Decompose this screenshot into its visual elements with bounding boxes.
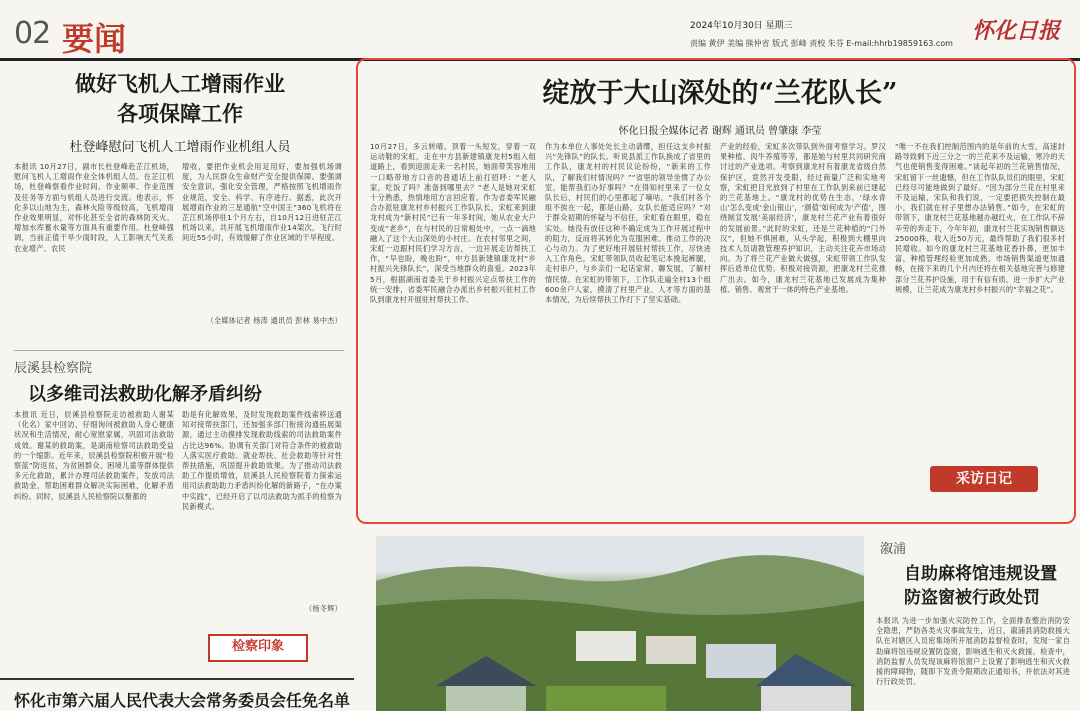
feature-column-1: 10月27日，多云转晴。顶着一头短发，穿着一双运动鞋的宋虹，走在中方县新建镇康龙村5组入组道路上，看到迎面走来一名村民，她面带笑容地用一口略带地方口音的普通话上前打招呼：“老人家，吃饭了吗？准备到哪里去？”老人是她对宋虹十分熟悉，热情地用方言回应着。作为省委军民融合办派驻康龙村乡村振兴工作队队长，宋虹来到康龙村成为“新村民”已有一年多时间，她从农业大户变成“老乡”，在与村民的日常相处中，一点一滴地融入了这个大山深处的小村庄。在农村邻里之间，宋虹一边跟村民们学习方言，一边开展走访帮扶工作，“早也盼，晚也盼”，中方县新建镇康龙村“乡村振兴先锋队长”，深受当地群众的喜爱。2023年5月，根据湖南省委关于乡村振兴定点帮扶工作的统一安排，省委军民融合办派出乡村振兴驻村工作队到康龙村开展驻村帮扶工作。 — [370, 142, 536, 305]
column-stamp: 检察印象 — [208, 634, 308, 662]
article-byline: （杨冬辉） — [305, 604, 342, 613]
location-label: 溆浦 — [880, 542, 907, 557]
article-column-2: 增收，要把作业机会用足用好，要加强机场调度，为人民群众生命财产安全提供保障。要强调安全意识，强化安全管理，严格按照飞机增雨作业规范，安全、科学、有序进行。据悉，此次开展增雨作业的三星通航“空中国王”360飞机将在芷江机场停驻1个月左右，自10月12日进驻芷江机场以来，共开展飞机增雨作业14架次，飞行时间近55小时，有效缓解了作业区域的干旱程度。 — [182, 162, 342, 243]
section-title: 要闻 — [62, 20, 127, 58]
page-number: 02 — [14, 16, 51, 51]
date-line: 2024年10月30日 星期三 — [690, 21, 793, 31]
newspaper-logo: 怀化日报 — [972, 18, 1061, 44]
feature-headline: 绽放于大山深处的“兰花队长” — [542, 78, 898, 109]
feature-stamp: 采访日记 — [930, 466, 1038, 492]
footer-headline: 怀化市第六届人民代表大会常务委员会任免名单 — [14, 691, 351, 710]
feature-byline: 怀化日报全媒体记者 谢辉 通讯员 曾肇康 李莹 — [618, 126, 822, 137]
article-headline-line1: 自助麻将馆违规设置 — [904, 564, 1057, 584]
divider — [0, 678, 354, 680]
village-photo-graphic — [376, 536, 864, 711]
article-headline-line1: 做好飞机人工增雨作业 — [75, 71, 285, 96]
article-headline-line2: 各项保障工作 — [117, 101, 243, 126]
article-body: 本报讯 为进一步加强火灾防控工作，全面排查整治消防安全隐患，严防各类火灾事故发生，近日，溆浦县消防救援大队在对辖区人员密集场所开展消防监督检查时，发现一家自助麻将馆违规设置防盗窗，影响逃生和灭火救援，检查中，消防监督人员发现该麻将馆窗户上设置了影响逃生和灭火救援的障碍物，随即下发责令限期改正通知书，并依法对其进行行政处罚。 — [876, 616, 1070, 687]
dept-label: 辰溪县检察院 — [14, 361, 93, 376]
article-headline-line2: 防盗窗被行政处罚 — [904, 588, 1040, 608]
feature-column-3: 产业的经验，宋虹多次带队到外面考察学习。罗汉果种植、肉牛养殖等等，都是她与村里共同研究商讨过的产业选项。考察到康龙村有着康龙省级自然保护区，竟然开发受限，经过商量广泛和实地考察，宋虹把目光放到了村里在工作队到来前已建起的兰花基地上。“康龙村的优势在生态，‘绿水青山’怎么变成‘金山银山’，‘颜值’如何成为‘产值’，围绕制宣发展‘美丽经济’，康龙村兰花产业有着很好的发展前景。”此时的宋虹，还是兰花种植的“门外汉”，但她不惧困难，从头学起，积极到大棚里向技术人员请教管理养护知识，主动关注花卉市场动向。为了将兰花产业做大做强，宋虹带领工作队发挥后盾单位优势，积极对接资源，把康龙村兰花推广出去。如今，康龙村兰花基地已发展成为集种植、销售、观赏于一体的特色产业基地。 — [720, 142, 886, 294]
article-column-1: 本报讯 10月27日，副市长杜登峰赴芷江机场，慰问飞机人工增雨作业全体机组人员。在芷江机场，杜登峰察看作业时间、作业频率、作业范围及任务等方面与机组人员进行交流。他表示，怀化多以山地为主，森林火险等级较高，飞机增雨作业效果明显，对怀化甚至全省的森林防灭火、增加水库蓄水量等方面具有重要作用。杜登峰强调，当前正值干旱少雨时段，人工影响天气关系农业增产、农民 — [14, 162, 174, 253]
feature-column-2: 作为本单位人事处处长主动请缨，担任这支乡村振兴“先锋队”的队长。听说县派工作队换成了省里的工作队，康龙村的村民议论纷纷，“新来的工作队，了解我们村情况吗？”“省里的领导坐惯了办公室，能帮我们办好事吗？”在得知村里来了一位女队长后，村民们的心里都起了嘀咕，“我们村各个组不挨在一起，都是山路，女队长能适应吗？”对于群众初期的怀疑与不信任，宋虹看在眼里，稳在实处。她没有放任这种不确定成为工作开展过程中的阻力，反而将其转化为克服困难、推动工作的决心与动力。为了更好地开展驻村帮扶工作，尽快进入工作角色，宋虹带领队员收起笔记本挽起裤腿，走村串户，与乡亲们一起话家常、聊发展，了解村情民情。在宋虹的带领下，工作队走遍全村13个组600余户人家，摸清了村里产业、人才等方面的基本情况，为后续帮扶工作打下了坚实基础。 — [545, 142, 711, 305]
feature-column-4: “唯一不在我们控制范围内的是年前的大雪，高速封路导致剩下近三分之一的兰花来不及运输，寒冷的天气也使销售变得困难。”谈起年初的兰花销售情况，宋虹留下一丝遗憾，但在工作队队员们的眼里，宋虹已经尽可能地做到了最好。“因为部分兰花在村里来不及运输，宋队和我们说，一定要把损失控制在最小，我们就在村子里想办法销售。”如今，在宋虹的带领下，康龙村兰花基地越办越红火，在工作队不辞辛劳的奔走下，今年年初，康龙村兰花实现销售额达25000株，收入近50万元，最终帮助了我们很多村民增收。如今的康龙村兰花基地花香扑鼻，更加丰富，种植管理经验更加成熟，市场销售渠道更加通畅，在接下来的几个月内还将在相关基地完善与修建部分兰花养护设施，用于有信有质，进一步扩大产业规模，让兰花成为康龙村乡村振兴的“幸福之花”。 — [895, 142, 1065, 294]
village-photo — [376, 536, 864, 711]
article-subhead: 杜登峰慰问飞机人工增雨作业机组人员 — [69, 140, 291, 155]
article-headline: 以多维司法救助化解矛盾纠纷 — [28, 384, 262, 405]
article-byline: （全媒体记者 杨涛 通讯员 彭林 易中杰） — [206, 316, 342, 325]
article-column-2: 助是有化解效果，及时发现救助案件线索移送通知对接帮扶部门，还加强多部门衔接沟通拓展渠源，通过主动摸排发现救助线索的司法救助案件占比达96%。协调有关部门对符合条件的被救助人落实医疗救助、就业帮扶、社会救助等针对性帮扶措施，巩固提升救助效果。为了推动司法救助工作提质增效，辰溪县人民检察院着力探索运用司法救助助力矛盾纠纷化解的新路子，“在办案中实践”，已经开启了以司法救助为抓手的检察为民新模式。 — [182, 410, 342, 511]
editors-line: 责编 黄伊 美编 熊仲省 版式 彭峰 责校 朱芬 E-mail:hhrb19859163.com — [690, 39, 953, 48]
article-column-1: 本报讯 近日，辰溪县检察院走访被救助人谢某（化名）家中回访，仔细询问被救助人身心健康状况和生活情况，耐心宽慰家属，巩固司法救助成效。谢某的救助案，是湖南检察司法救助受益的一个缩影。近年来，辰溪县检察院积极开展“检察蓝”防返贫，为贫困群众、困境儿童等群体提供多元化救助，累计办理司法救助案件，发放司法救助金，帮助困难群众解决实际困难，化解矛盾纠纷。同时，辰溪县人民检察院以聚都的 — [14, 410, 174, 501]
divider — [14, 350, 344, 351]
